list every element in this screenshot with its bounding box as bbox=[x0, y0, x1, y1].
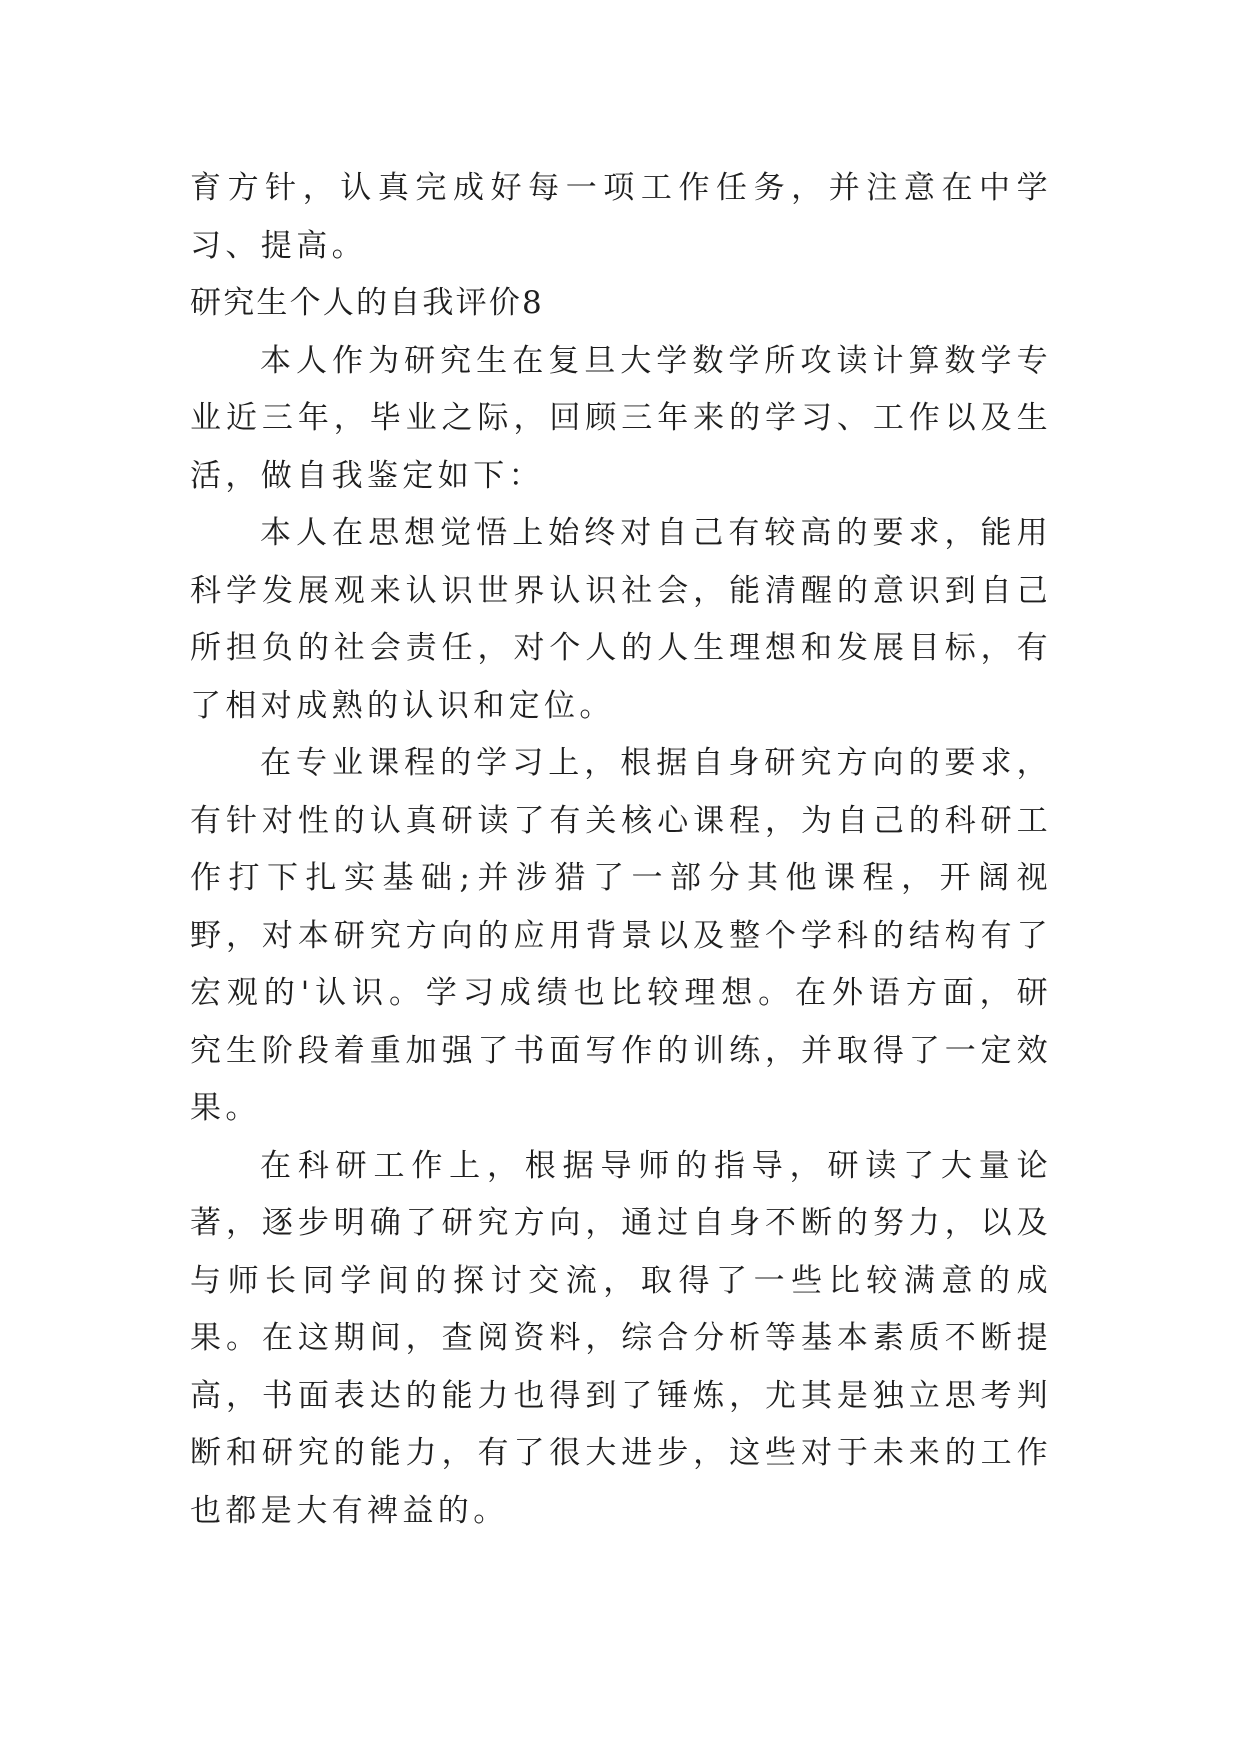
paragraph-ideology: 本人在思想觉悟上始终对自己有较高的要求，能用科学发展观来认识世界认识社会，能清醒的意识到自己所担负的社会责任，对个人的人生理想和发展目标，有了相对成熟的认识和定位。 bbox=[190, 515, 1052, 724]
carryover-paragraph: 育方针，认真完成好每一项工作任务，并注意在中学习、提高。 bbox=[190, 170, 1052, 264]
paragraph-research: 在科研工作上，根据导师的指导，研读了大量论著，逐步明确了研究方向，通过自身不断的努力，以及与师长同学间的探讨交流，取得了一些比较满意的成果。在这期间，查阅资料，综合分析等基本素质不断提高，书面表达的能力也得到了锤炼，尤其是独立思考判断和研究的能力，有了很大进步，这些对于未来的工作也都是大有裨益的。 bbox=[190, 1147, 1052, 1529]
section-heading: 研究生个人的自我评价8 bbox=[190, 285, 544, 321]
paragraph-intro: 本人作为研究生在复旦大学数学所攻读计算数学专业近三年，毕业之际，回顾三年来的学习、工作以及生活，做自我鉴定如下： bbox=[190, 342, 1052, 494]
document-body bbox=[190, 160, 1052, 1540]
paragraph-coursework: 在专业课程的学习上，根据自身研究方向的要求，有针对性的认真研读了有关核心课程，为自己的科研工作打下扎实基础;并涉猎了一部分其他课程，开阔视野，对本研究方向的应用背景以及整个学科的结构有了宏观的'认识。学习成绩也比较理想。在外语方面，研究生阶段着重加强了书面写作的训练，并取得了一定效果。 bbox=[190, 745, 1052, 1126]
